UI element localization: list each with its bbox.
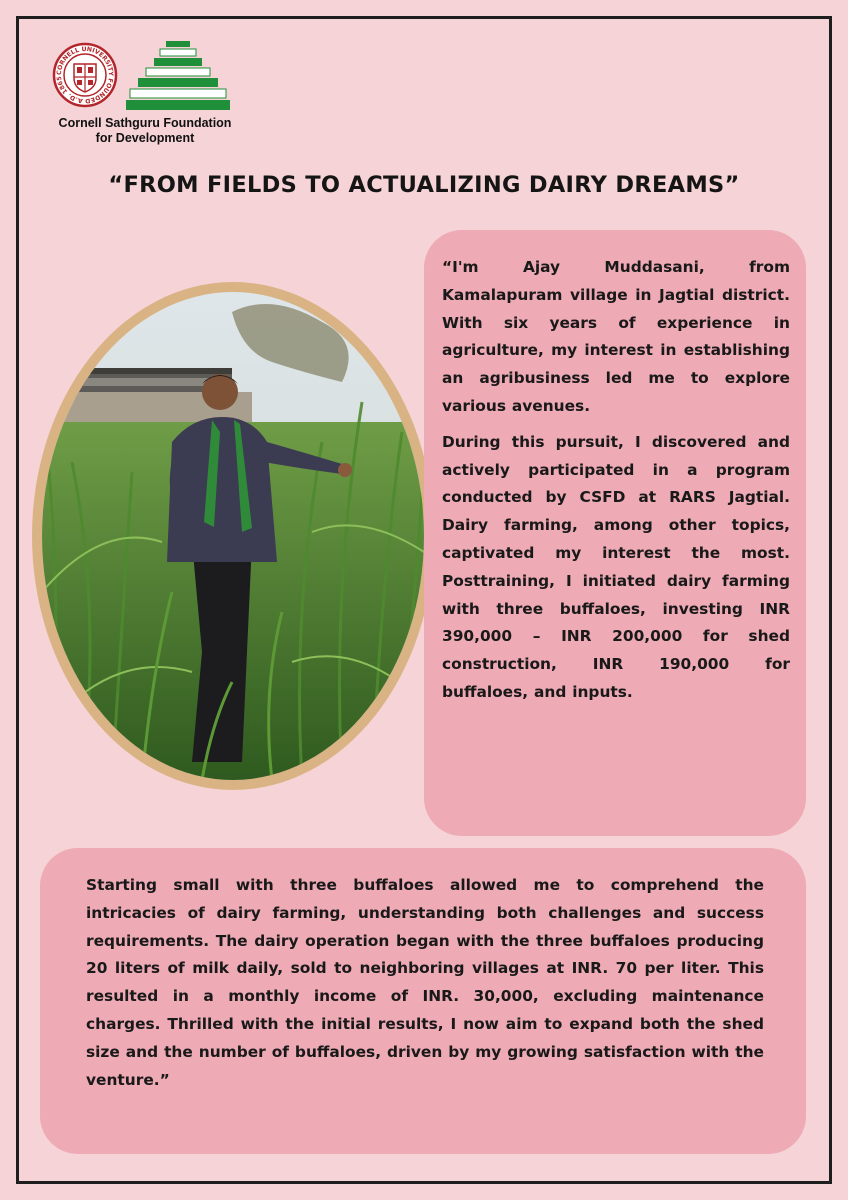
farmer-in-fodder-field-image (42, 292, 424, 780)
story-paragraph-results: Starting small with three buffaloes allowed me to comprehend the intricacies of dairy farming, understanding both challenges and success requirements. The dairy operation began with the three buffaloes producing 20 liters of milk daily, sold to neighboring villages at INR. 70 per liter. This resulted in a monthly income of INR. 30,000, excluding maintenance charges. Thrilled with the initial results, I now aim to expand both the shed size and the number of buffaloes, driven by my growing satisfaction with the venture.” (86, 876, 764, 1089)
page-title: “FROM FIELDS TO ACTUALIZING DAIRY DREAMS” (108, 172, 740, 198)
story-box-bottom (40, 848, 806, 1154)
org-name-line2: for Development (95, 131, 195, 145)
header-logos (50, 40, 250, 150)
story-box-right (424, 230, 806, 836)
org-name-line1: Cornell Sathguru Foundation (58, 116, 232, 130)
seal-text: CORNELL UNIVERSITY FOUNDED A.D. 1865 (55, 45, 115, 105)
csfd-steps-logo-icon (126, 40, 230, 112)
organization-name (50, 116, 240, 146)
story-paragraph-program: During this pursuit, I discovered and actively participated in a program conducted by CSFD at RARS Jagtial. Dairy farming, among other topics, captivated my interest the most. Posttraining, I initiated dairy farming with three buffaloes, investing INR 390,000 – INR 200,000 for shed construction, INR 190,000 for buffaloes, and inputs. (442, 432, 790, 701)
farmer-photo (42, 292, 424, 780)
cornell-seal-icon (52, 42, 118, 108)
story-paragraph-intro: “I'm Ajay Muddasani, from Kamalapuram village in Jagtial district. With six years of experience in agriculture, my interest in establishing an agribusiness led me to explore various avenues. (442, 258, 790, 415)
